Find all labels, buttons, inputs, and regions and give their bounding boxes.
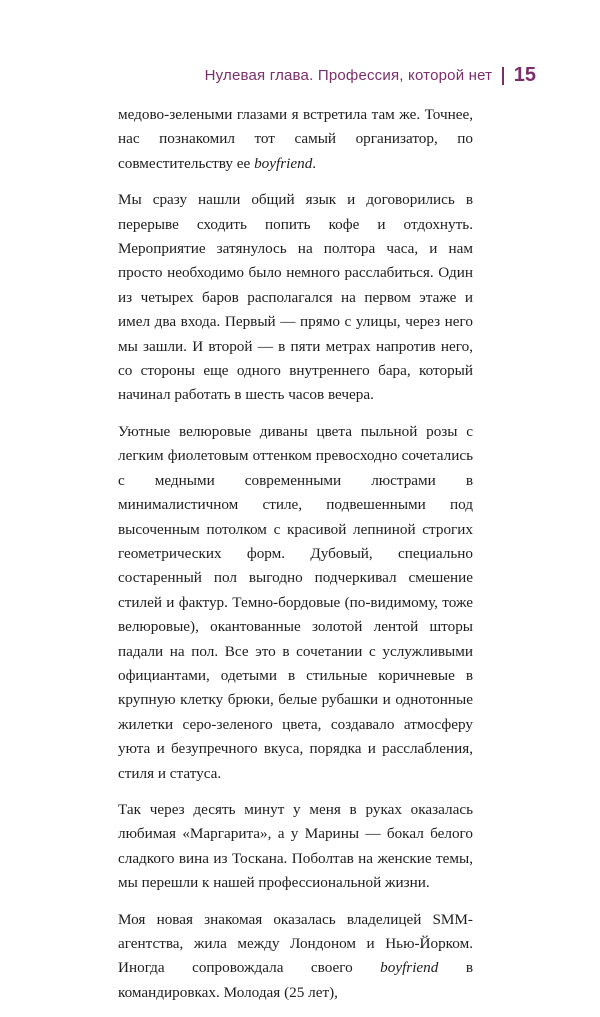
header-divider — [502, 67, 504, 85]
text-run: Моя новая знакомая оказалась владелицей SMM-агентства, жила между Лондоном и Нью-Йорком. Иногда сопровождала своего — [118, 910, 473, 977]
text-run: Уютные велюровые диваны цвета пыльной розы с легким фиолетовым оттенком превосходно сочетались с медными современными люстрами в минималистичном стиле, подвешенными под высоченным потолком с красивой лепниной строгих геометрических форм. Дубовый, специально состаренный пол выгодно подчеркивал смешение стилей и фактур. Темно-бордовые (по-видимому, тоже велюровые), окантованные золотой лентой шторы падали на пол. Все это в сочетании с услужливыми официантами, одетыми в стильные коричневые в крупную клетку брюки, белые рубашки и однотонные жилетки серо-зеленого цвета, создавало атмосферу уюта и безупречного вкуса, порядка и расслабления, стиля и статуса. — [118, 422, 473, 782]
text-run: . — [312, 154, 317, 172]
running-header — [205, 64, 536, 87]
chapter-title: Нулевая глава. Профессия, которой нет — [204, 67, 493, 84]
body-text — [118, 103, 473, 1017]
page-number: 15 — [513, 64, 536, 86]
paragraph — [118, 908, 473, 1006]
text-run: в командировках. Молодая (25 лет), — [118, 959, 474, 1001]
paragraph — [118, 188, 473, 408]
paragraph — [118, 103, 473, 176]
italic-term: boyfriend — [254, 154, 313, 172]
text-run: Так через десять минут у меня в руках оказалась любимая «Маргарита», а у Марины — бокал белого сладкого вина из Тоскана. Поболтав на женские темы, мы перешли к нашей профессиональной жизни. — [118, 800, 473, 892]
text-run: Мы сразу нашли общий язык и договорились в перерыве сходить попить кофе и отдохнуть. Мероприятие затянулось на полтора часа, и нам просто необходимо было немного расслабиться. Один из четырех баров располагался на первом этаже и имел два входа. Первый — прямо с улицы, через него мы зашли. И второй — в пяти метрах напротив него, со стороны еще одного внутреннего бара, который начинал работать в шесть часов вечера. — [118, 191, 473, 404]
paragraph — [118, 420, 473, 786]
text-run: медово-зелеными глазами я встретила там же. Точнее, нас познакомил тот самый организатор, по совместительству ее — [118, 106, 473, 172]
paragraph — [118, 798, 473, 896]
italic-term: boyfriend — [380, 959, 439, 977]
